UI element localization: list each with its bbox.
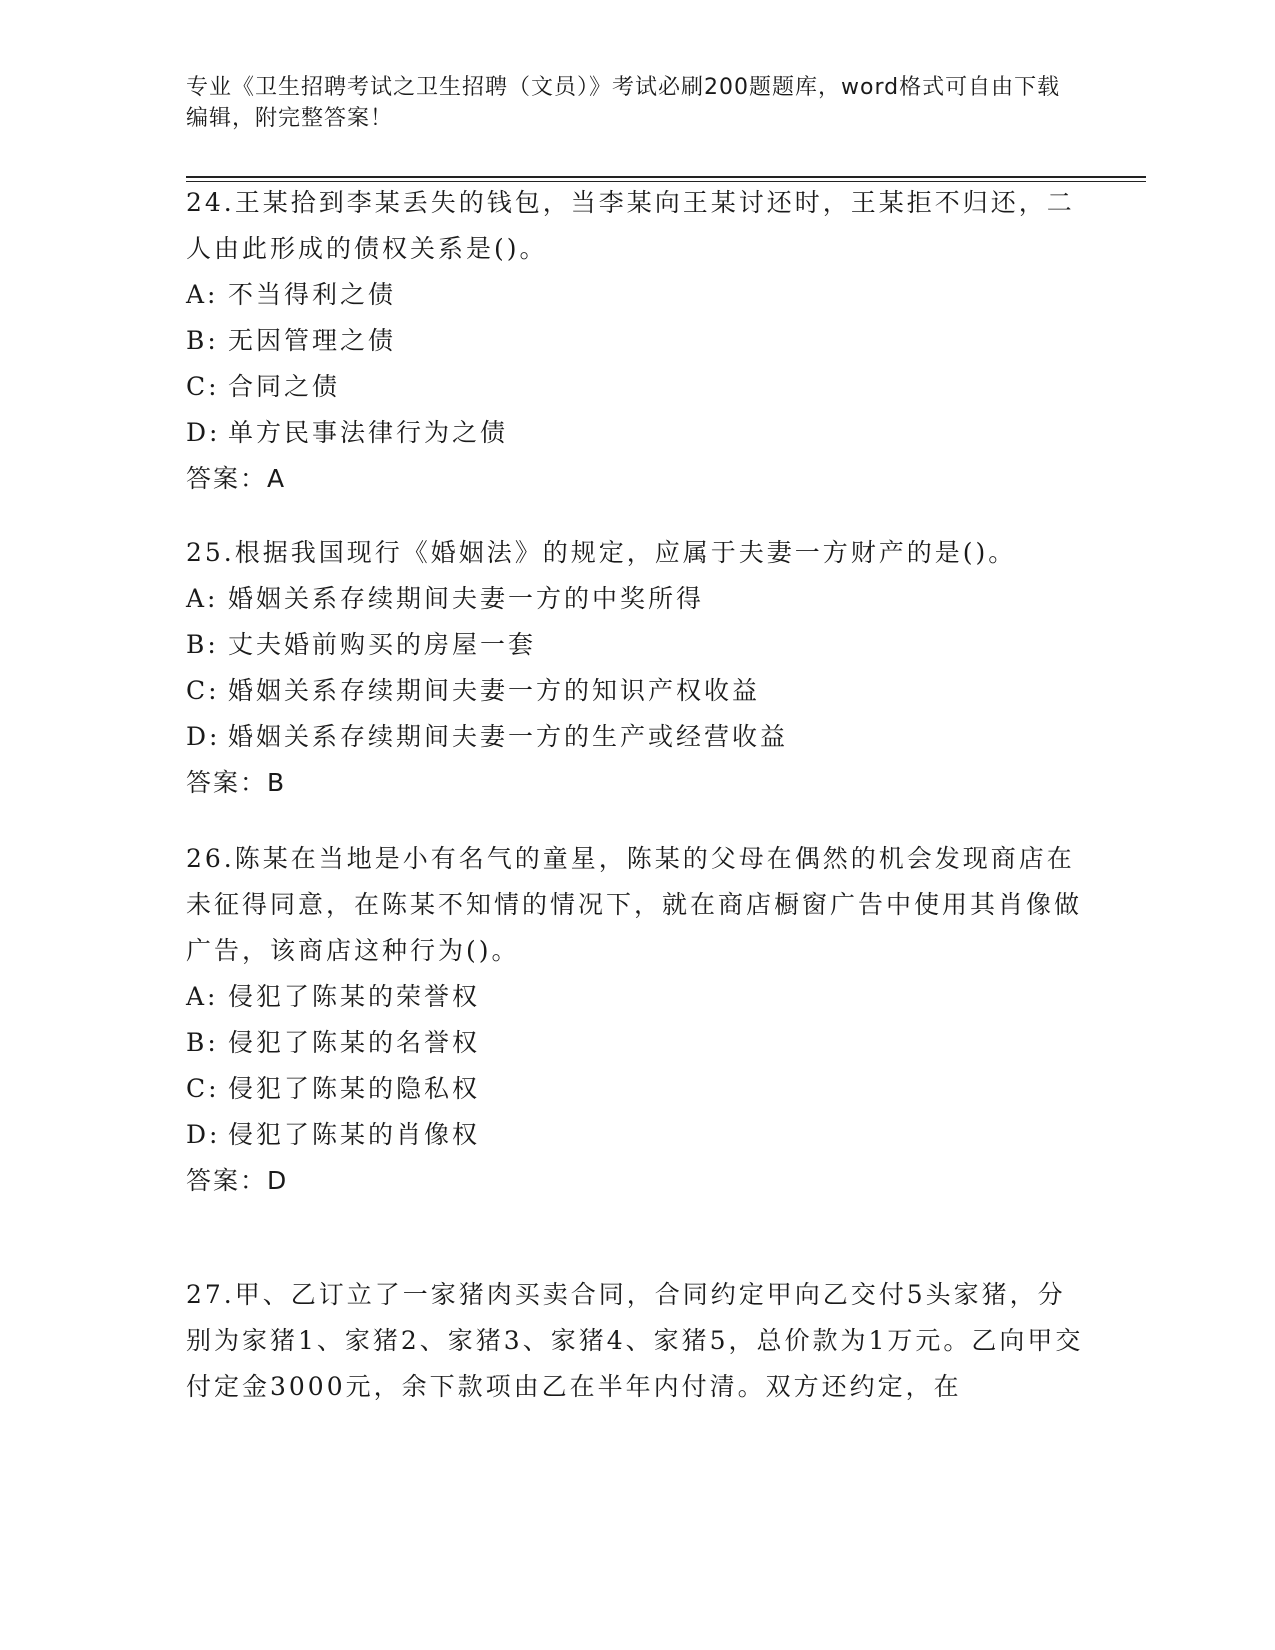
option-a bbox=[186, 272, 1086, 318]
answer-line: 答案：D bbox=[186, 1166, 289, 1195]
option-text: 侵犯了陈某的隐私权 bbox=[228, 1074, 481, 1103]
option-a bbox=[186, 576, 1086, 622]
option-c bbox=[186, 1066, 1086, 1112]
option-letter: C: bbox=[186, 676, 220, 705]
option-text: 单方民事法律行为之债 bbox=[228, 418, 509, 447]
question-stem: 27.甲、乙订立了一家猪肉买卖合同，合同约定甲向乙交付5头家猪，分别为家猪1、家猪2、家猪3、家猪4、家猪5，总价款为1万元。乙向甲交付定金3000元，余下款项由乙在半年内付清。双方还约定，在 bbox=[186, 1280, 1084, 1401]
option-c bbox=[186, 668, 1086, 714]
option-b bbox=[186, 318, 1086, 364]
option-b bbox=[186, 622, 1086, 668]
option-c bbox=[186, 364, 1086, 410]
option-letter: D: bbox=[186, 418, 221, 447]
option-b bbox=[186, 1020, 1086, 1066]
question-stem: 24.王某拾到李某丢失的钱包，当李某向王某讨还时，王某拒不归还，二人由此形成的债权关系是()。 bbox=[186, 188, 1075, 263]
option-text: 丈夫婚前购买的房屋一套 bbox=[228, 630, 537, 659]
option-letter: A: bbox=[186, 280, 219, 309]
option-letter: B: bbox=[186, 326, 219, 355]
option-d bbox=[186, 714, 1086, 760]
answer-line: 答案：B bbox=[186, 768, 287, 797]
question-26 bbox=[186, 836, 1086, 1204]
option-text: 婚姻关系存续期间夫妻一方的生产或经营收益 bbox=[228, 722, 789, 751]
option-text: 婚姻关系存续期间夫妻一方的知识产权收益 bbox=[228, 676, 761, 705]
option-text: 侵犯了陈某的荣誉权 bbox=[228, 982, 481, 1011]
option-letter: C: bbox=[186, 1074, 220, 1103]
option-text: 侵犯了陈某的肖像权 bbox=[228, 1120, 481, 1149]
question-27 bbox=[186, 1272, 1086, 1410]
question-24 bbox=[186, 180, 1086, 502]
question-stem: 25.根据我国现行《婚姻法》的规定，应属于夫妻一方财产的是()。 bbox=[186, 538, 1017, 567]
option-d bbox=[186, 1112, 1086, 1158]
question-stem: 26.陈某在当地是小有名气的童星，陈某的父母在偶然的机会发现商店在未征得同意，在陈某不知情的情况下，就在商店橱窗广告中使用其肖像做广告，该商店这种行为()。 bbox=[186, 844, 1083, 965]
option-text: 不当得利之债 bbox=[228, 280, 397, 309]
answer-line: 答案：A bbox=[186, 464, 287, 493]
option-letter: C: bbox=[186, 372, 220, 401]
option-letter: A: bbox=[186, 584, 219, 613]
option-a bbox=[186, 974, 1086, 1020]
option-text: 合同之债 bbox=[228, 372, 341, 401]
option-letter: B: bbox=[186, 630, 219, 659]
header-divider bbox=[186, 176, 1146, 178]
option-letter: A: bbox=[186, 982, 219, 1011]
question-25 bbox=[186, 530, 1086, 806]
option-letter: D: bbox=[186, 1120, 221, 1149]
option-text: 侵犯了陈某的名誉权 bbox=[228, 1028, 481, 1057]
option-letter: B: bbox=[186, 1028, 219, 1057]
option-d bbox=[186, 410, 1086, 456]
document-intro: 专业《卫生招聘考试之卫生招聘（文员）》考试必刷200题题库，word格式可自由下载编辑，附完整答案！ bbox=[186, 75, 1061, 131]
option-text: 无因管理之债 bbox=[228, 326, 397, 355]
option-text: 婚姻关系存续期间夫妻一方的中奖所得 bbox=[228, 584, 705, 613]
option-letter: D: bbox=[186, 722, 221, 751]
